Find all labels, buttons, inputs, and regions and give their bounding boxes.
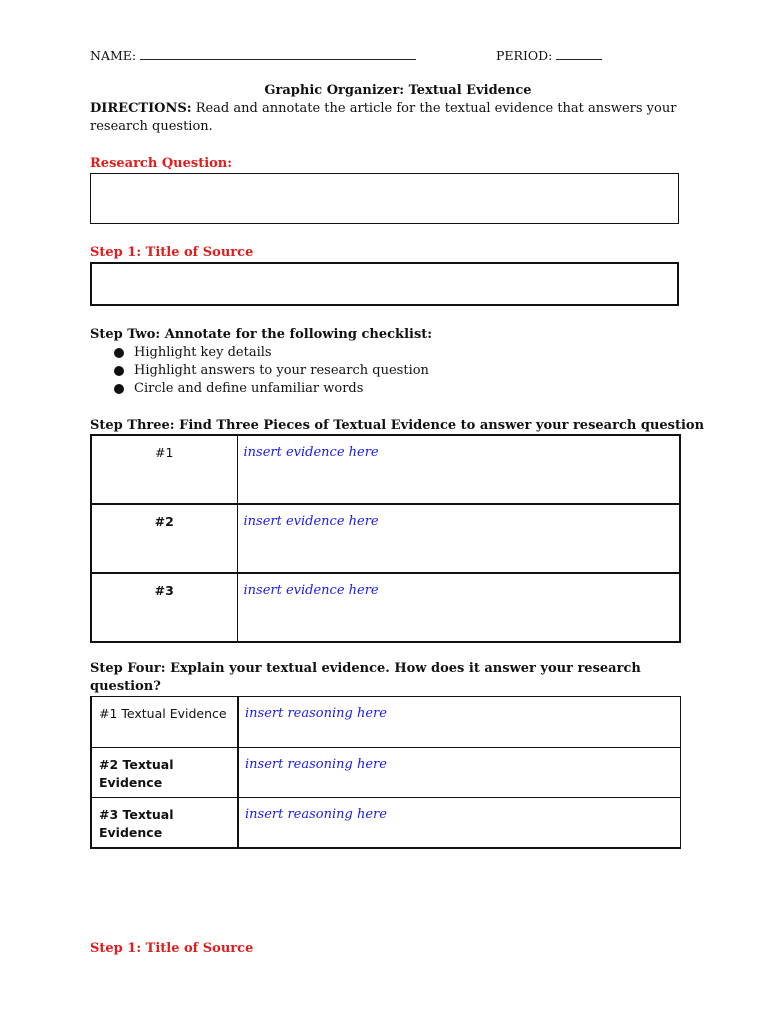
table-row — [91, 798, 680, 848]
table-row — [91, 697, 680, 748]
table-row — [91, 748, 680, 798]
step1-repeat-label: Step 1: Title of Source — [90, 941, 254, 956]
title-of-source-box[interactable] — [90, 262, 679, 306]
table-row — [91, 573, 680, 642]
evidence-number: #1 — [91, 435, 237, 504]
evidence-cell[interactable]: insert evidence here — [237, 504, 680, 573]
reasoning-table — [90, 696, 681, 849]
checklist-item — [112, 344, 429, 362]
evidence-table — [90, 434, 681, 643]
period-line — [496, 47, 602, 65]
bullet-icon — [114, 384, 124, 394]
step1-label: Step 1: Title of Source — [90, 245, 254, 260]
directions-label: DIRECTIONS: — [90, 101, 192, 116]
step2-label: Step Two: Annotate for the following checklist: — [90, 327, 433, 342]
bullet-icon — [114, 348, 124, 358]
research-question-label: Research Question: — [90, 156, 233, 171]
evidence-label: #1 Textual Evidence — [91, 697, 238, 748]
period-blank[interactable] — [556, 47, 602, 60]
evidence-cell[interactable]: insert evidence here — [237, 573, 680, 642]
directions-text: Read and annotate the article for the textual evidence that answers your research question. — [90, 101, 677, 134]
evidence-number: #3 — [91, 573, 237, 642]
step3-label: Step Three: Find Three Pieces of Textual Evidence to answer your research question — [90, 418, 705, 433]
name-blank[interactable] — [140, 47, 416, 60]
name-label: NAME: — [90, 48, 137, 63]
reasoning-cell[interactable]: insert reasoning here — [238, 798, 680, 848]
table-row — [91, 504, 680, 573]
checklist-item-text: Highlight key details — [134, 345, 272, 360]
name-line — [90, 47, 416, 65]
research-question-box[interactable] — [90, 173, 679, 224]
checklist-item — [112, 380, 429, 398]
checklist-item — [112, 362, 429, 380]
reasoning-cell[interactable]: insert reasoning here — [238, 697, 680, 748]
page-title: Graphic Organizer: Textual Evidence — [264, 83, 532, 98]
reasoning-cell[interactable]: insert reasoning here — [238, 748, 680, 798]
checklist-item-text: Circle and define unfamiliar words — [134, 381, 364, 396]
evidence-label: #2 Textual Evidence — [91, 748, 238, 798]
step4-label: Step Four: Explain your textual evidence. How does it answer your research question? — [90, 661, 641, 694]
evidence-number: #2 — [91, 504, 237, 573]
evidence-label: #3 Textual Evidence — [91, 798, 238, 848]
period-label: PERIOD: — [496, 48, 553, 63]
directions — [90, 100, 680, 136]
checklist-item-text: Highlight answers to your research question — [134, 363, 429, 378]
evidence-cell[interactable]: insert evidence here — [237, 435, 680, 504]
table-row — [91, 435, 680, 504]
bullet-icon — [114, 366, 124, 376]
checklist — [112, 344, 429, 398]
